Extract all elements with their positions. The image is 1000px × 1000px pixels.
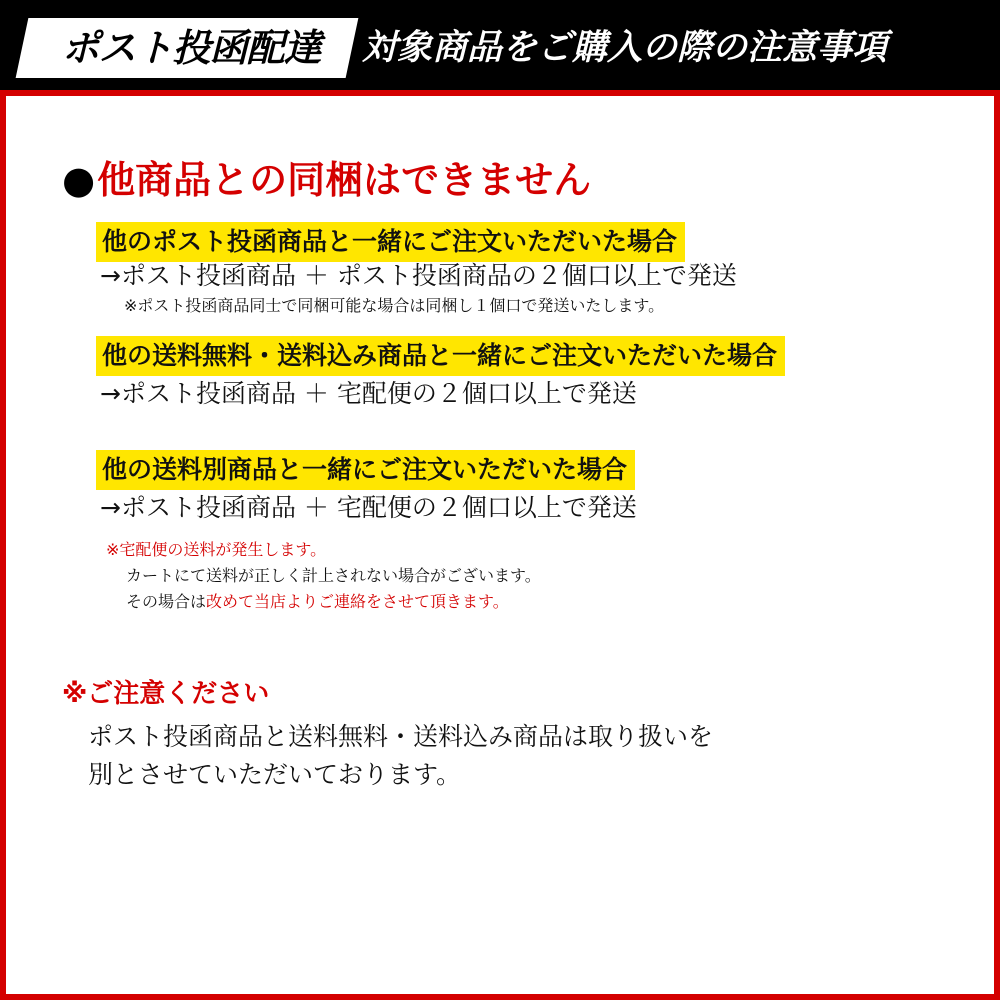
notice-title: ※ご注意ください: [62, 679, 270, 709]
section-1-note: ※ポスト投函商品同士で同梱可能な場合は同梱し１個口で発送いたします。: [124, 296, 665, 315]
section-2-result: →ポスト投函商品 ＋ 宅配便の２個口以上で発送: [100, 379, 637, 408]
section-3-note-line1: ※宅配便の送料が発生します。: [106, 540, 327, 559]
header-title: 対象商品をご購入の際の注意事項: [362, 28, 888, 68]
header-label: ポスト投函配達: [61, 26, 321, 70]
notice-line-2: 別とさせていただいております。: [88, 760, 462, 789]
section-3-note-line3-prefix: その場合は: [126, 592, 207, 611]
main-heading-text: 他商品との同梱はできません: [97, 158, 592, 202]
section-1-result: →ポスト投函商品 ＋ ポスト投函商品の２個口以上で発送: [100, 261, 737, 290]
section-3-note-line2: カートにて送料が正しく計上されない場合がございます。: [126, 566, 541, 585]
section-3-highlight: 他の送料別商品と一緒にご注文いただいた場合: [96, 450, 635, 490]
main-heading: [62, 152, 591, 208]
notice-line-1: ポスト投函商品と送料無料・送料込み商品は取り扱いを: [88, 722, 714, 751]
section-3-note-line3: [126, 590, 509, 614]
section-3-result: →ポスト投函商品 ＋ 宅配便の２個口以上で発送: [100, 493, 637, 522]
section-2-highlight: 他の送料無料・送料込み商品と一緒にご注文いただいた場合: [96, 336, 785, 376]
bullet-icon: ●: [62, 158, 96, 202]
section-1-highlight: 他のポスト投函商品と一緒にご注文いただいた場合: [96, 222, 685, 262]
section-3-note-line3-red: 改めて当店よりご連絡をさせて頂きます。: [206, 592, 509, 611]
